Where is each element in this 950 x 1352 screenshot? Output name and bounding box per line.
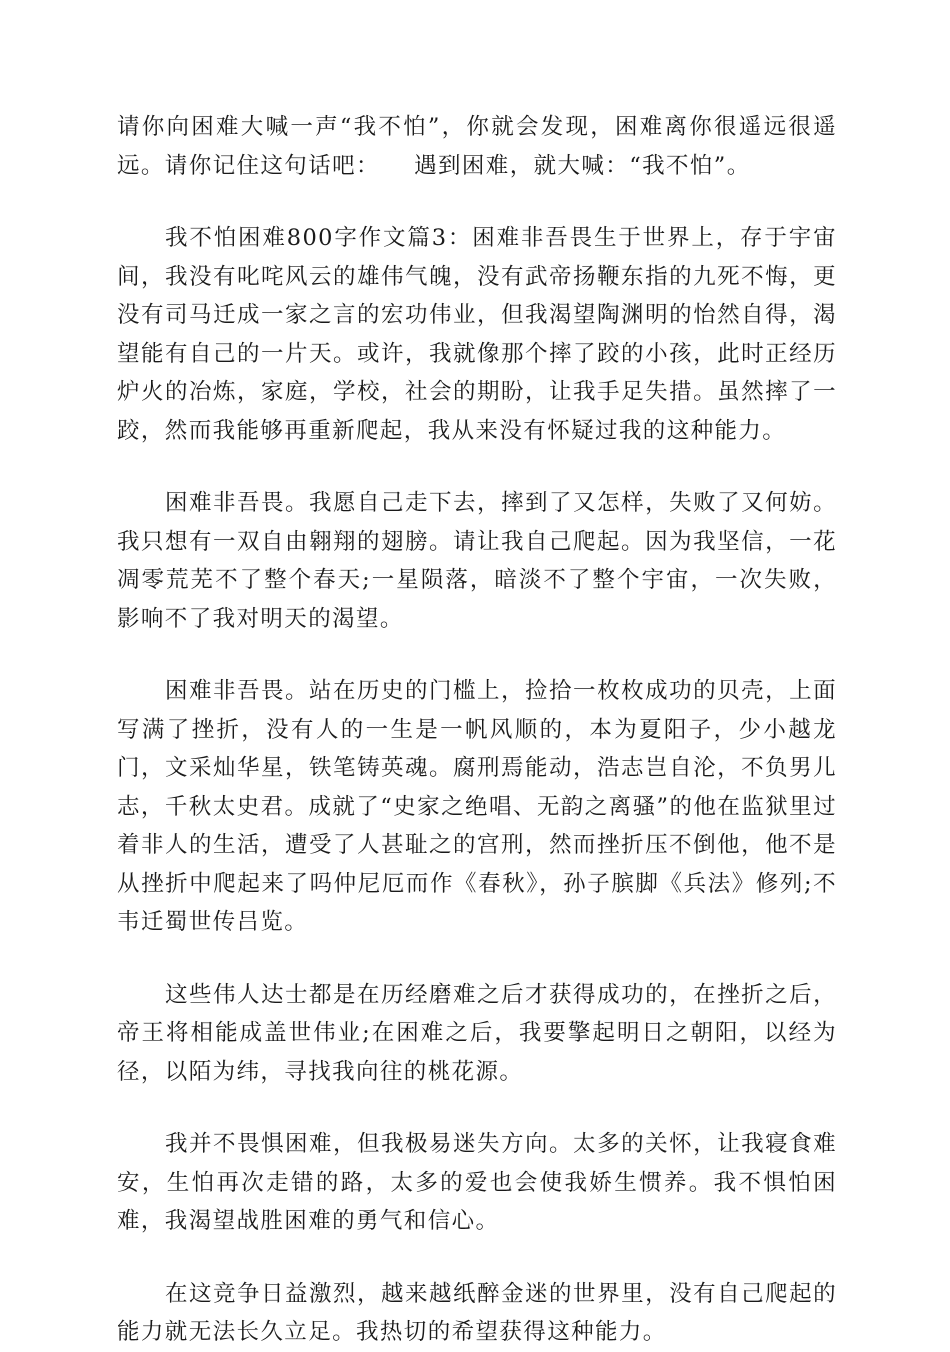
paragraph-5: 这些伟人达士都是在历经磨难之后才获得成功的，在挫折之后，帝王将相能成盖世伟业;在困难之后，我要擎起明日之朝阳，以经为径，以陌为纬，寻找我向往的桃花源。: [117, 981, 837, 1085]
document-page: [117, 108, 837, 1352]
paragraph-2: 我不怕困难800字作文篇3：困难非吾畏生于世界上，存于宇宙间，我没有叱咤风云的雄伟气魄，没有武帝扬鞭东指的九死不悔，更没有司马迁成一家之言的宏功伟业，但我渴望陶渊明的怡然自得，渴望能有自己的一片天。或许，我就像那个摔了跤的小孩，此时正经历炉火的冶炼，家庭，学校，社会的期盼，让我手足失措。虽然摔了一跤，然而我能够再重新爬起，我从来没有怀疑过我的这种能力。: [117, 225, 837, 444]
paragraph-4: 困难非吾畏。站在历史的门槛上，捡拾一枚枚成功的贝壳，上面写满了挫折，没有人的一生是一帆风顺的，本为夏阳子，少小越龙门，文采灿华星，铁笔铸英魂。腐刑焉能动，浩志岂自沦，不负男儿志，千秋太史君。成就了“史家之绝唱、无韵之离骚”的他在监狱里过着非人的生活，遭受了人甚耻之的宫刑，然而挫折压不倒他，他不是从挫折中爬起来了吗仲尼厄而作《春秋》，孙子膑脚《兵法》修列;不韦迁蜀世传吕览。: [117, 678, 837, 935]
paragraph-3: 困难非吾畏。我愿自己走下去，摔到了又怎样，失败了又何妨。我只想有一双自由翱翔的翅膀。请让我自己爬起。因为我坚信，一花凋零荒芜不了整个春天;一星陨落，暗淡不了整个宇宙，一次失败，影响不了我对明天的渴望。: [117, 490, 837, 632]
paragraph-7: 在这竞争日益激烈，越来越纸醉金迷的世界里，没有自己爬起的能力就无法长久立足。我热切的希望获得这种能力。: [117, 1280, 837, 1345]
paragraph-6: 我并不畏惧困难，但我极易迷失方向。太多的关怀，让我寝食难安，生怕再次走错的路，太多的爱也会使我娇生惯养。我不惧怕困难，我渴望战胜困难的勇气和信心。: [117, 1131, 837, 1234]
paragraph-1: 请你向困难大喊一声“我不怕”，你就会发现，困难离你很遥远很遥远。请你记住这句话吧： 遇到困难，就大喊：“我不怕”。: [117, 114, 837, 179]
